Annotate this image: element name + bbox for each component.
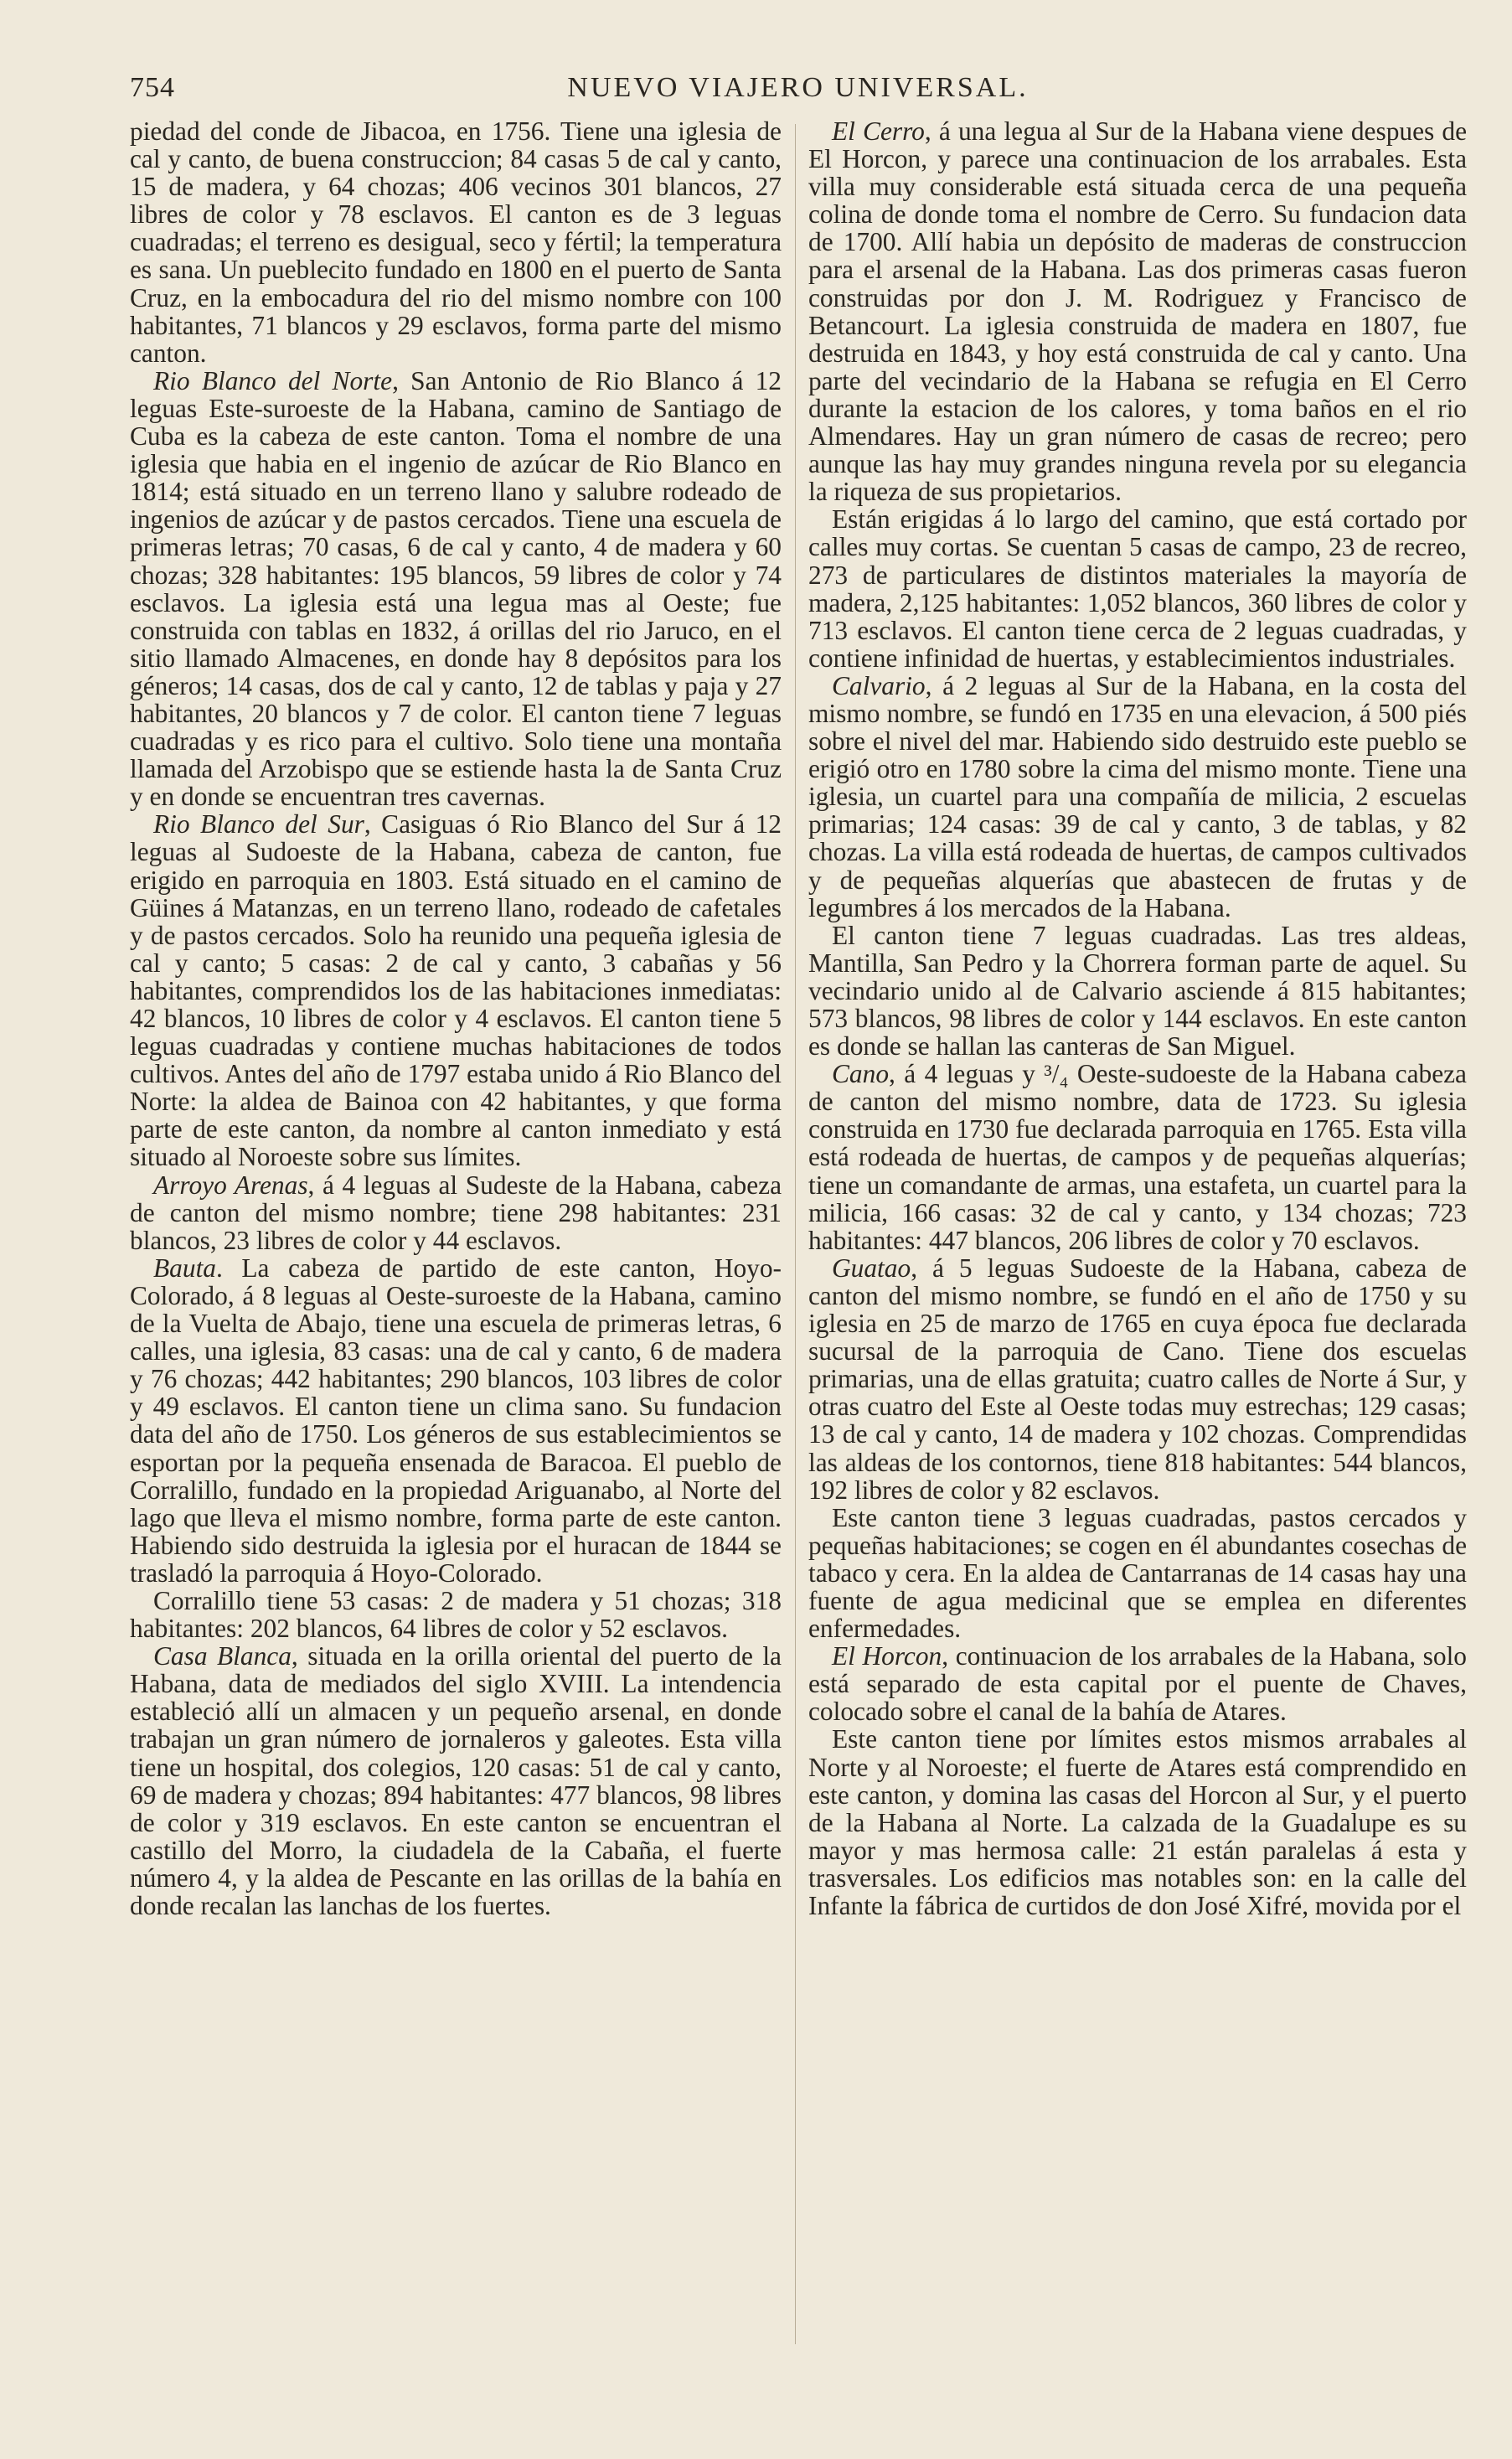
paragraph-text: , á 5 leguas Sudoeste de la Habana, cabeza de canton del mismo nombre, se fundó en el año de 1750 y su iglesia en 25 de marzo de 1765 en cuya época fue declarada sucursal de la parroquia de Cano. Tiene dos escuelas primarias, una de ellas gratuita; cuatro calles de Norte á Sur, y otras cuatro del Este al Oeste todas muy estrechas; 129 casas; 13 de cal y canto, 14 de madera y 102 chozas. Comprendidas las aldeas de los contornos, tiene 818 habitantes: 544 blancos, 192 libres de color y 82 esclavos. <box>808 1253 1467 1505</box>
paragraph <box>130 117 782 367</box>
paragraph <box>130 367 782 811</box>
paragraph <box>808 1060 1467 1254</box>
paragraph-text: , á una legua al Sur de la Habana viene despues de El Horcon, y parece una continuacion de los arrabales. Esta villa muy considerable está situada cerca de una pequeña colina de donde toma el nombre de Cerro. Su fundacion data de 1700. Allí habia un depósito de maderas de construccion para el arsenal de la Habana. Las dos primeras casas fueron construidas por don J. M. Rodriguez y Francisco de Betancourt. La iglesia construida de madera en 1807, fue destruida en 1843, y hoy está construida de cal y canto. Una parte del vecindario de la Habana se refugia en El Cerro durante la estacion de los calores, y toma baños en el rio Almendares. Hay un gran número de casas de recreo; pero aunque las hay muy grandes ninguna revela por su elegancia la riqueza de sus propietarios. <box>808 116 1468 507</box>
paragraph-text: Corralillo tiene 53 casas: 2 de madera y 51 chozas; 318 habitantes: 202 blancos, 64 libres de color y 52 esclavos. <box>130 1585 782 1644</box>
paragraph <box>808 672 1467 922</box>
paragraph <box>808 1504 1467 1642</box>
entry-heading: Rio Blanco del Sur <box>153 809 364 839</box>
running-title: NUEVO VIAJERO UNIVERSAL. <box>567 72 1029 103</box>
paragraph <box>808 505 1467 672</box>
paragraph <box>808 117 1467 505</box>
right-column <box>808 117 1467 2379</box>
paragraph <box>130 810 782 1170</box>
paragraph-text: , San Antonio de Rio Blanco á 12 leguas Este-suroeste de la Habana, camino de Santiago de Cuba es la cabeza de este canton. Toma el nombre de una iglesia que habia en el ingenio de azúcar de Rio Blanco en 1814; está situado en un terreno llano y salubre rodeado de ingenios de azúcar y de pastos cercados. Tiene una escuela de primeras letras; 70 casas, 6 de cal y canto, 4 de madera y 60 chozas; 328 habitantes: 195 blancos, 59 libres de color y 74 esclavos. La iglesia está una legua mas al Oeste; fue construida con tablas en 1832, á orillas del rio Jaruco, en el sitio llamado Almacenes, en donde hay 8 depósitos para los géneros; 14 casas, dos de cal y canto, 12 de tablas y paja y 27 habitantes, 20 blancos y 7 de color. El canton tiene 7 leguas cuadradas y es rico para el cultivo. Solo tiene una montaña llamada del Arzobispo que se estiende hasta la de Santa Cruz y en donde se encuentran tres cavernas. <box>130 365 782 812</box>
paragraph <box>808 1725 1467 1919</box>
entry-heading: Casa Blanca <box>153 1641 292 1671</box>
paragraph <box>808 922 1467 1060</box>
entry-heading: Bauta <box>153 1253 216 1283</box>
paragraph-text: El canton tiene 7 leguas cuadradas. Las tres aldeas, Mantilla, San Pedro y la Chorrera forman parte de aquel. Su vecindario unido al de Calvario asciende á 815 habitantes; 573 blancos, 98 libres de color y 144 esclavos. En este canton es donde se hallan las canteras de San Miguel. <box>808 920 1467 1062</box>
paragraph-text: , á 4 leguas y ³/₄ Oeste-sudoeste de la Habana cabeza de canton del mismo nombre, data de 1723. Su iglesia construida en 1730 fue declarada parroquia en 1765. Esta villa está rodeada de huertas, de campos y de pequeñas alquerías; tiene un comandante de armas, una estafeta, un cuartel para la milicia, 166 casas: 32 de cal y canto, y 134 chozas; 723 habitantes: 447 blancos, 206 libres de color y 70 esclavos. <box>808 1059 1467 1255</box>
entry-heading: Guatao <box>832 1253 911 1283</box>
paragraph-text: , á 4 leguas al Sudeste de la Habana, cabeza de canton del mismo nombre; tiene 298 habitantes: 231 blancos, 23 libres de color y 44 esclavos. <box>130 1170 782 1255</box>
paragraph-text: Este canton tiene por límites estos mismos arrabales al Norte y al Noroeste; el fuerte de Atares está comprendido en este canton, y domina las casas del Horcon al Sur, y el puerto de la Habana al Norte. La calzada de la Guadalupe es su mayor y mas hermosa calle: 21 están paralelas á esta y trasversales. Los edificios mas notables son: en la calle del Infante la fábrica de curtidos de don José Xifré, movida por el <box>808 1724 1467 1920</box>
page-header <box>130 72 1466 111</box>
paragraph <box>130 1254 782 1587</box>
paragraph-text: Este canton tiene 3 leguas cuadradas, pastos cercados y pequeñas habitaciones; se cogen en él abundantes cosechas de tabaco y cera. En la aldea de Cantarranas de 14 casas hay una fuente de agua medicinal que se emplea en diferentes enfermedades. <box>808 1502 1467 1644</box>
entry-heading: Cano <box>832 1059 890 1089</box>
entry-heading: El Horcon <box>832 1641 942 1671</box>
entry-heading: Calvario <box>832 670 926 700</box>
paragraph-text: , Casiguas ó Rio Blanco del Sur á 12 leguas al Sudoeste de la Habana, cabeza de canton, fue erigido en parroquia en 1803. Está situado en el camino de Güines á Matanzas, en un terreno llano, rodeado de cafetales y de pastos cercados. Solo ha reunido una pequeña iglesia de cal y canto; 5 casas: 2 de cal y canto, 3 cabañas y 56 habitantes, comprendidos los de las habitaciones inmediatas: 42 blancos, 10 libres de color y 4 esclavos. El canton tiene 5 leguas cuadradas y contiene muchas habitaciones de todos cultivos. Antes del año de 1797 estaba unido á Rio Blanco del Norte: la aldea de Bainoa con 42 habitantes, y que forma parte de este canton, da nombre al canton inmediato y está situado al Noroeste sobre sus límites. <box>130 809 782 1172</box>
paragraph-text: , á 2 leguas al Sur de la Habana, en la costa del mismo nombre, se fundó en 1735 en una elevacion, á 500 piés sobre el nivel del mar. Habiendo sido destruido este pueblo se erigió otro en 1780 sobre la cima del mismo monte. Tiene una iglesia, un cuartel para una compañía de milicia, 2 escuelas primarias; 124 casas: 39 de cal y canto, 3 de tablas, y 82 chozas. La villa está rodeada de huertas, de campos cultivados y de pequeñas alquerías que abastecen de frutas y de legumbres á los mercados de la Habana. <box>808 670 1467 922</box>
paragraph-text: , continuacion de los arrabales de la Habana, solo está separado de esta capital por el puente de Chaves, colocado sobre el canal de la bahía de Atares. <box>808 1641 1467 1727</box>
column-divider <box>795 124 796 2344</box>
paragraph-text: . La cabeza de partido de este canton, Hoyo-Colorado, á 8 leguas al Oeste-suroeste de la Habana, camino de la Vuelta de Abajo, tiene una escuela de primeras letras, 6 calles, una iglesia, 83 casas: una de cal y canto, 6 de madera y 76 chozas; 442 habitantes; 290 blancos, 103 libres de color y 49 esclavos. El canton tiene un clima sano. Su fundacion data del año de 1750. Los géneros de sus establecimientos se esportan por la pequeña ensenada de Baracoa. El pueblo de Corralillo, fundado en la propiedad Ariguanabo, al Norte del lago que lleva el mismo nombre, forma parte de este canton. Habiendo sido destruida la iglesia por el huracan de 1844 se trasladó la parroquia á Hoyo-Colorado. <box>130 1253 782 1588</box>
paragraph <box>808 1254 1467 1504</box>
paragraph-text: piedad del conde de Jibacoa, en 1756. Tiene una iglesia de cal y canto, de buena construccion; 84 casas 5 de cal y canto, 15 de madera, y 64 chozas; 406 vecinos 301 blancos, 27 libres de color y 78 esclavos. El canton es de 3 leguas cuadradas; el terreno es desigual, seco y fértil; la temperatura es sana. Un pueblecito fundado en 1800 en el puerto de Santa Cruz, en la embocadura del rio del mismo nombre con 100 habitantes, 71 blancos y 29 esclavos, forma parte del mismo canton. <box>130 116 782 368</box>
paragraph <box>808 1642 1467 1725</box>
page-number: 754 <box>130 72 175 103</box>
paragraph-text: Están erigidas á lo largo del camino, que está cortado por calles muy cortas. Se cuentan 5 casas de campo, 23 de recreo, 273 de particulares de distintos materiales la mayoría de madera, 2,125 habitantes: 1,052 blancos, 360 libres de color y 713 esclavos. El canton tiene cerca de 2 leguas cuadradas, y contiene infinidad de huertas, y establecimientos industriales. <box>808 504 1467 673</box>
paragraph <box>130 1587 782 1642</box>
entry-heading: El Cerro <box>832 116 925 146</box>
entry-heading: Arroyo Arenas <box>153 1170 308 1200</box>
left-column <box>130 117 782 2379</box>
paragraph <box>130 1171 782 1254</box>
entry-heading: Rio Blanco del Norte <box>153 365 393 395</box>
paragraph <box>130 1642 782 1919</box>
paragraph-text: , situada en la orilla oriental del puerto de la Habana, data de mediados del siglo XVIII. La intendencia estableció allí un almacen y un pequeño arsenal, en donde trabajan un gran número de jornaleros y galeotes. Esta villa tiene un hospital, dos colegios, 120 casas: 51 de cal y canto, 69 de madera y chozas; 894 habitantes: 477 blancos, 98 libres de color y 319 esclavos. En este canton se encuentran el castillo del Morro, la ciudadela de la Cabaña, el fuerte número 4, y la aldea de Pescante en las orillas de la bahía en donde recalan las lanchas de los fuertes. <box>130 1641 782 1920</box>
